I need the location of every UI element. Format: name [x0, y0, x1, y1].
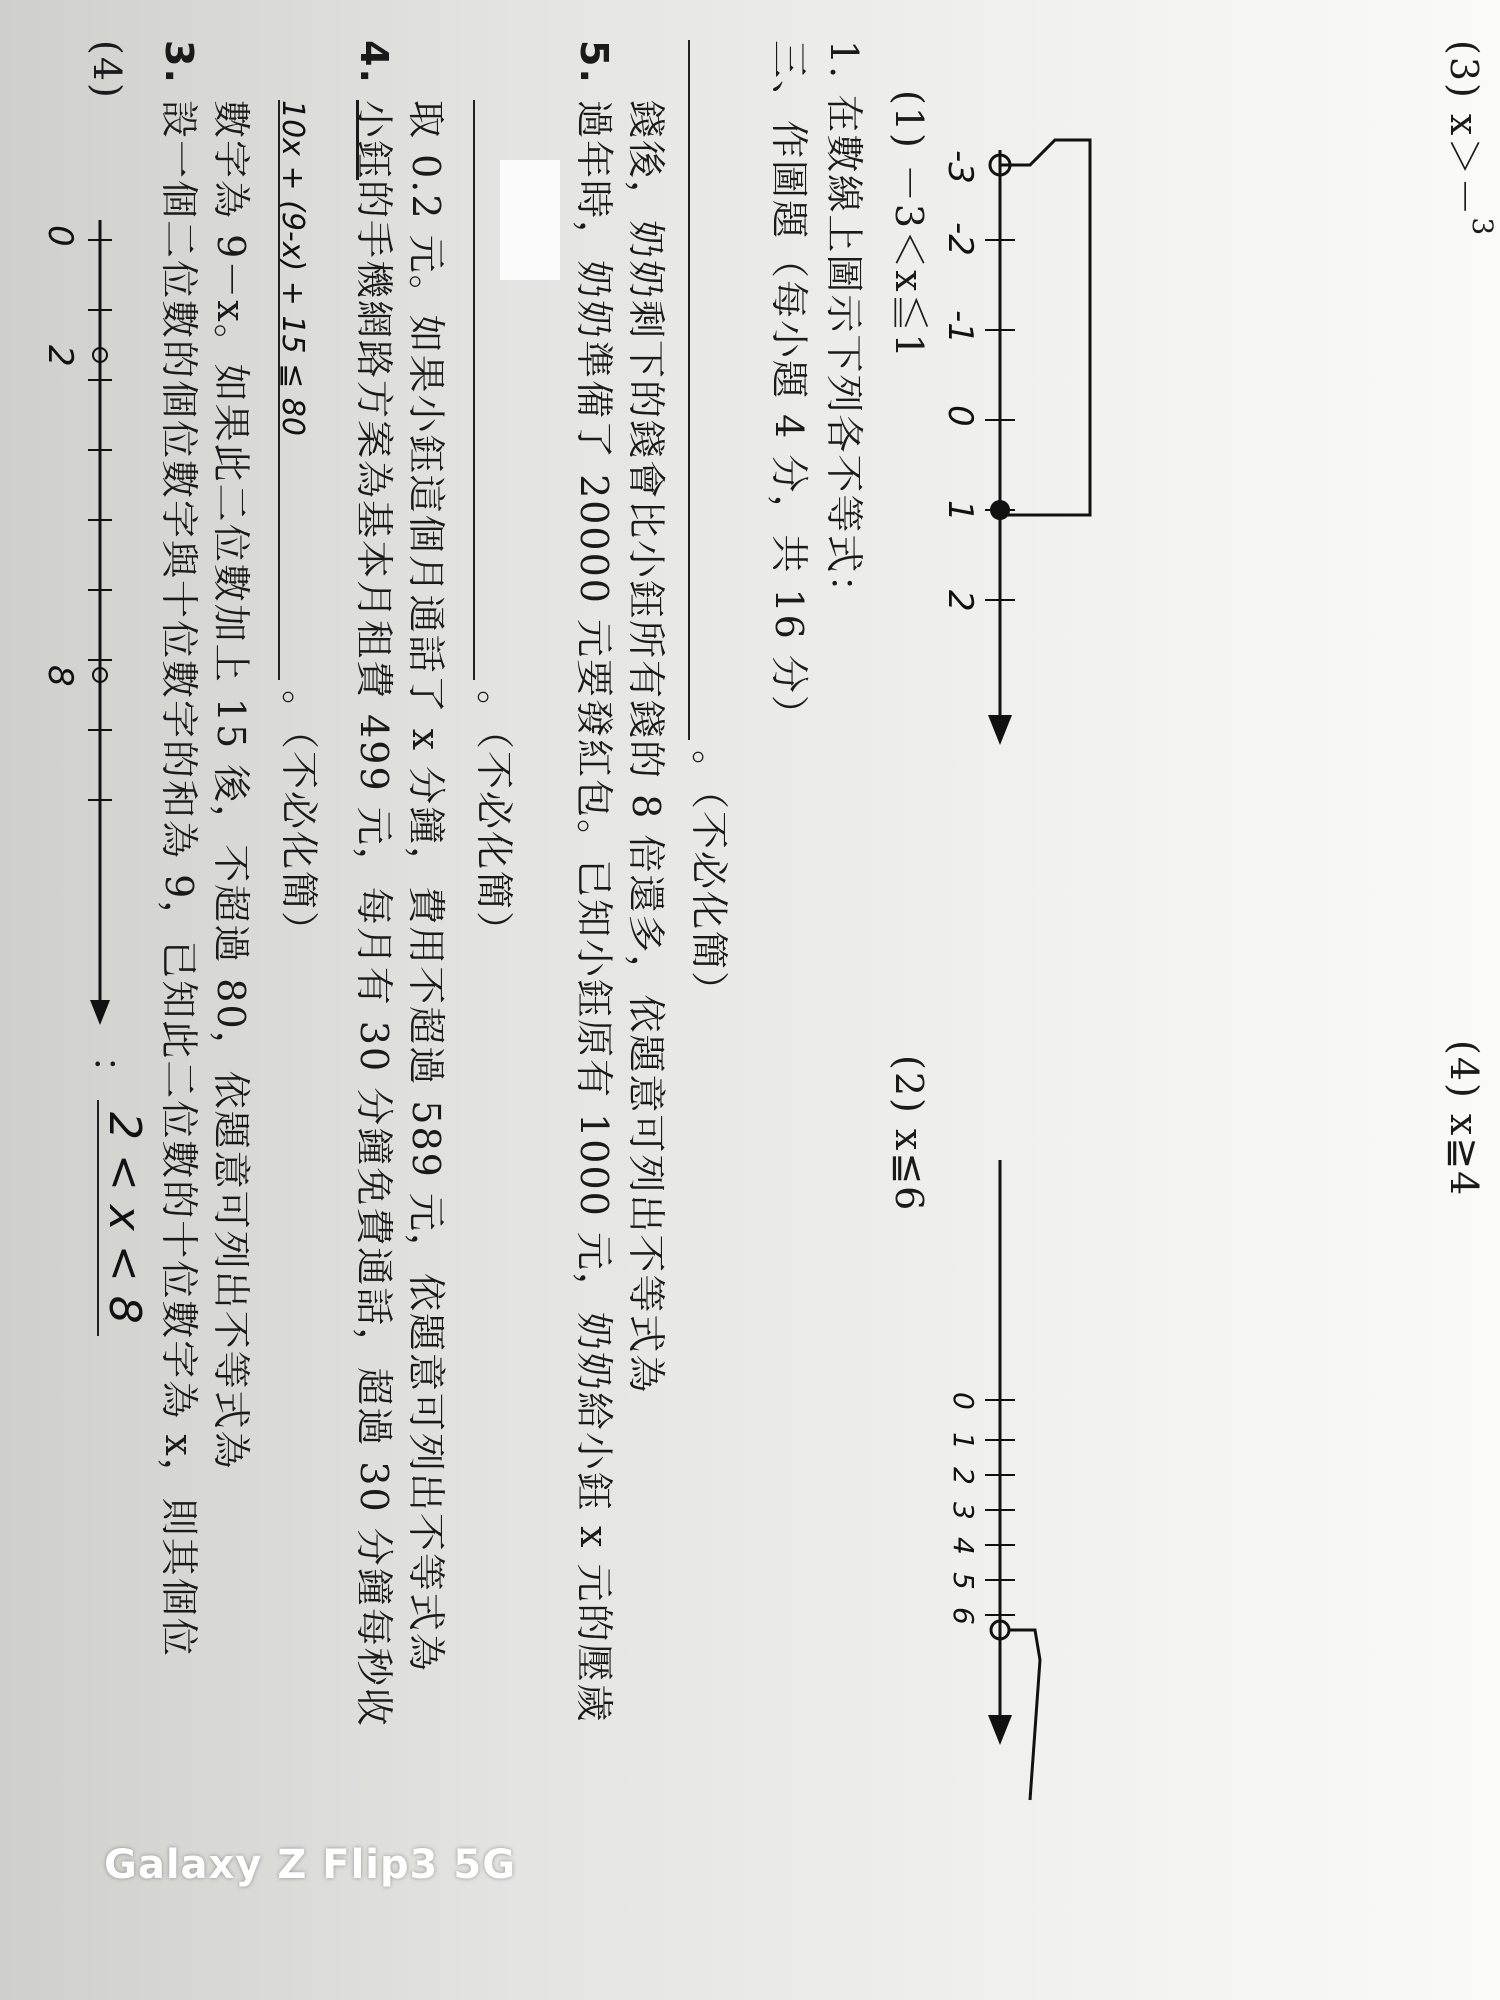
q5-suffix: 。（不必化簡）	[687, 750, 731, 1012]
sub2-tick-5: 5	[947, 1572, 980, 1590]
q3-suffix: 。（不必化簡）	[277, 690, 321, 952]
q5-number-text: 5.	[572, 40, 616, 85]
q5-line1: 過年時，奶奶準備了 20000 元要發紅包。已知小鈺原有 1000 元，奶奶給小鈺 x 元的壓歲	[572, 100, 616, 1724]
q-prev-tick-0: 0	[40, 225, 80, 247]
section3-q1: 1. 在數線上圖示下列各不等式：	[822, 40, 866, 615]
q4-number-text: 4.	[352, 40, 396, 85]
sub2-tick-4: 4	[947, 1537, 980, 1555]
q3-hand-answer: 10x + (9-x) + 15 ≦ 80	[275, 100, 310, 436]
sub2-tick-0: 0	[947, 1392, 980, 1410]
q-prev-hand-answer: 2 < x < 8	[97, 1100, 150, 1336]
sub1-tick-2: 2	[940, 590, 980, 612]
q3-number-text: 3.	[157, 40, 201, 85]
q-prev-tick-8: 8	[40, 665, 80, 687]
section3-sub4: (4) x≧4	[1442, 1040, 1486, 1198]
sub1-tick--2: -2	[940, 222, 980, 256]
sub1-tick-0: 0	[940, 405, 980, 427]
q-prev-tick-2: 2	[40, 345, 80, 367]
q4-line2: 取 0.2 元。如果小鈺這個月通話了 x 分鐘，費用不超過 589 元，依題意可列出不等式為	[404, 100, 448, 1673]
q4-suffix: 。（不必化簡）	[472, 690, 516, 952]
q3-line2: 數字為 9－x。如果此二位數加上 15 後，不超過 80，依題意可列出不等式為	[209, 100, 253, 1471]
q-prev-colon: ：	[85, 1055, 129, 1096]
q4-name: 小鈺	[352, 100, 396, 181]
section3-heading: 三、作圖題（每小題 4 分，共 16 分）	[767, 40, 811, 735]
sub2-tick-6: 6	[947, 1607, 980, 1625]
section3-sub2: (2) x≦6	[887, 1055, 931, 1213]
sub2-tick-1: 1	[947, 1432, 980, 1450]
sub2-tick-3: 3	[947, 1502, 980, 1520]
section3-sub3-text: (3) x＞－	[1442, 40, 1486, 218]
q-prev-label: (4)	[85, 40, 129, 100]
sub1-tick--1: -1	[940, 310, 980, 344]
q4-line1-rest: 的手機網路方案為基本月租費 499 元，每月有 30 分鐘免費通話，超過 30 分鐘每秒收	[352, 180, 396, 1728]
section3-sub3-frac: 3	[1466, 217, 1499, 238]
camera-watermark: Galaxy Z Flip3 5G	[104, 1842, 517, 1888]
section3-sub1: (1) －3＜x≦1	[887, 90, 931, 360]
q3-line1: 設一個二位數的個位數字與十位數字的和為 9，已知此二位數的十位數字為 x，則其個位	[157, 100, 201, 1658]
q5-line2: 錢後，奶奶剩下的錢會比小鈺所有錢的 8 倍還多，依題意可列出不等式為	[624, 100, 668, 1395]
sub1-tick-1: 1	[940, 500, 980, 522]
sub1-tick--3: -3	[940, 150, 980, 184]
sub2-tick-2: 2	[947, 1467, 980, 1485]
section3-sub3	[1429, 40, 1499, 238]
